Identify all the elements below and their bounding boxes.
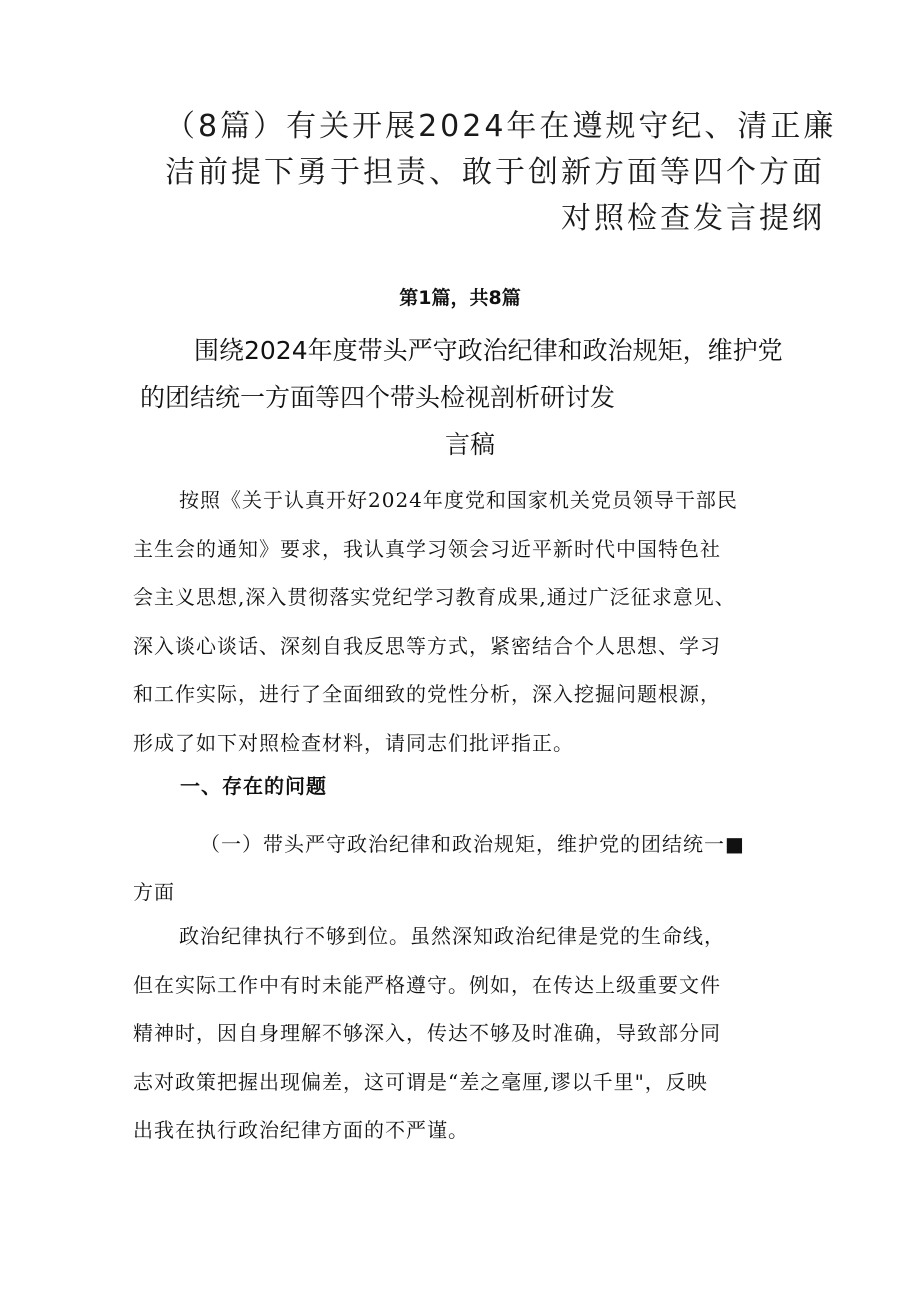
intro-line-4: 深入谈心谈话、深刻自我反思等方式，紧密结合个人思想、学习 xyxy=(133,633,721,658)
issue-line-5: 出我在执行政治纪律方面的不严谨。 xyxy=(133,1118,469,1142)
title-line-1: （8篇）有关开展2024年在遵规守纪、清正廉 xyxy=(165,109,837,144)
intro-paragraph xyxy=(133,476,798,767)
intro-line-3: 会主义思想,深入贯彻落实党纪学习教育成果,通过广泛征求意见、 xyxy=(133,585,736,609)
subtitle-line-3: 言稿 xyxy=(444,430,495,459)
issue-line-2: 但在实际工作中有时未能严格遵守。例如，在传达上级重要文件 xyxy=(133,972,721,997)
subsection-heading xyxy=(133,820,798,916)
issue-line-4: 志对政策把握出现偏差，这可谓是“差之毫厘,谬以千里"，反映 xyxy=(133,1069,708,1094)
intro-line-5: 和工作实际，进行了全面细致的党性分析，深入挖掘问题根源， xyxy=(133,682,721,706)
section-heading: 一、存在的问题 xyxy=(180,774,327,798)
title-line-2: 洁前提下勇于担责、敢于创新方面等四个方面 xyxy=(165,155,825,190)
subtitle-line-2: 的团结统一方面等四个带头检视剖析研讨发 xyxy=(140,383,616,412)
document-title xyxy=(165,104,837,242)
subsection-line-1: （一）带头严守政治纪律和政治规矩，维护党的团结统一■ xyxy=(200,832,745,856)
issue-line-3: 精神时，因自身理解不够深入，传达不够及时准确，导致部分同 xyxy=(133,1021,721,1045)
title-line-3: 对照检查发言提纲 xyxy=(561,201,825,236)
intro-line-2: 主生会的通知》要求，我认真学习领会习近平新时代中国特色社 xyxy=(133,536,721,561)
intro-line-6: 形成了如下对照检查材料，请同志们批评指正。 xyxy=(133,730,574,755)
intro-line-1: 按照《关于认真开好2024年度党和国家机关党员领导干部民 xyxy=(179,488,738,512)
issue-line-1: 政治纪律执行不够到位。虽然深知政治纪律是党的生命线， xyxy=(179,924,725,948)
part-label: 第1篇，共8篇 xyxy=(399,287,521,309)
subsection-line-2: 方面 xyxy=(133,880,175,904)
subtitle-line-1: 围绕2024年度带头严守政治纪律和政治规矩，维护党 xyxy=(194,336,783,365)
issue-paragraph xyxy=(133,912,798,1155)
article-subtitle xyxy=(140,327,800,468)
